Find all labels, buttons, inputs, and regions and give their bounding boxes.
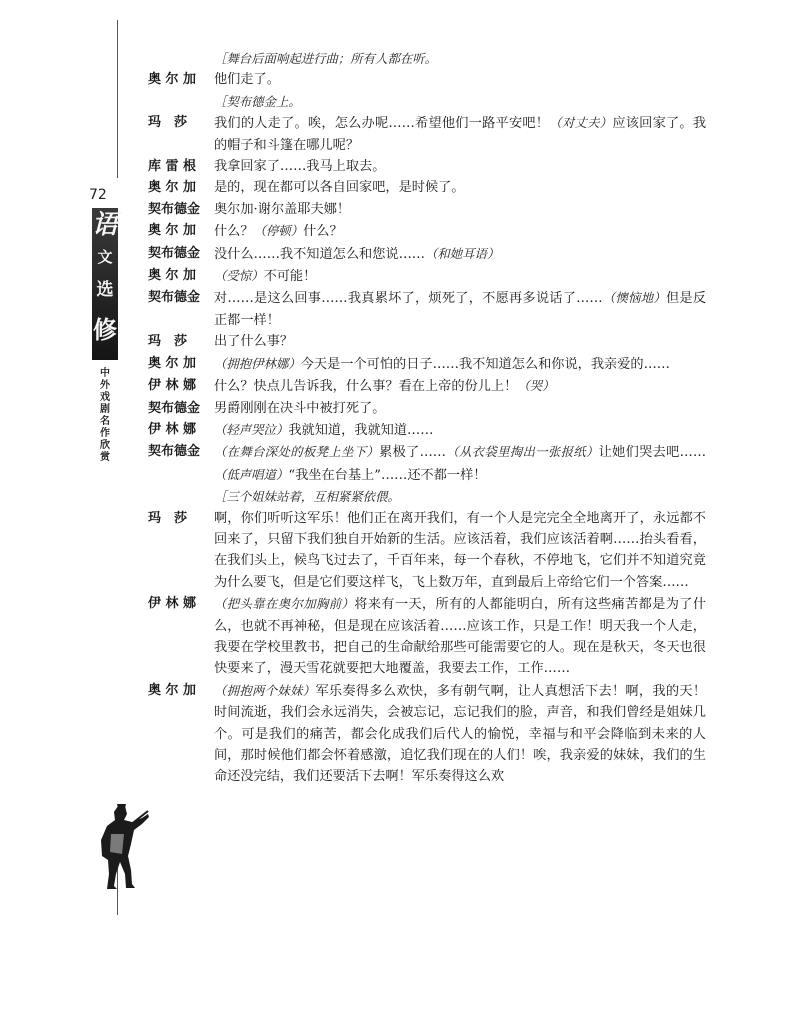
dialogue-line	[148, 156, 706, 177]
spoken-text: 什么？快点儿告诉我，什么事？看在上帝的份儿上！	[214, 379, 518, 395]
speaker-name: 玛 莎	[148, 334, 188, 350]
dialogue-line	[148, 375, 706, 397]
spoken-text: 我们的人走了。唉，怎么办呢……希望他们一路平安吧！	[214, 116, 550, 132]
speaker-name: 契布德金	[148, 290, 201, 306]
dialogue-text	[214, 265, 706, 287]
spoken-text: 我拿回家了……我马上取去。	[214, 159, 386, 175]
dialogue-text	[214, 220, 706, 242]
dialogue-line	[148, 441, 706, 486]
inline-stage-direction: （对丈夫）	[549, 115, 613, 131]
dialogue-text	[214, 353, 706, 375]
spoken-text: 什么？	[303, 224, 343, 240]
inline-stage-direction: （受惊）	[214, 268, 264, 284]
dialogue-text	[214, 287, 706, 331]
inline-stage-direction: （把头靠在奥尔加胸前）	[214, 596, 355, 612]
script-text	[148, 48, 706, 788]
speaker-name: 伊 林 娜	[148, 378, 197, 394]
inline-stage-direction: （懊恼地）	[602, 290, 666, 306]
spoken-text: 什么？	[214, 224, 254, 240]
speaker-name: 奥 尔 加	[148, 355, 197, 371]
dialogue-text	[214, 441, 706, 486]
dialogue-text	[214, 593, 706, 680]
inline-stage-direction: （在舞台深处的板凳上坐下）	[214, 444, 380, 460]
spoken-text: 我就知道，我就知道……	[288, 422, 434, 438]
band-char-3: 选	[96, 280, 114, 300]
spoken-text: 出了什么事？	[214, 334, 294, 350]
dialogue-line	[148, 398, 706, 419]
speaker-name: 奥 尔 加	[148, 72, 197, 88]
dialogue-line	[148, 593, 706, 680]
dialogue-line	[148, 220, 706, 242]
speaker-name: 奥 尔 加	[148, 268, 197, 284]
speaker-name: 奥 尔 加	[148, 180, 197, 196]
inline-stage-direction: （和她耳语）	[425, 245, 500, 261]
dialogue-line	[148, 331, 706, 352]
speaker-name: 契布德金	[148, 400, 201, 416]
stage-direction	[148, 486, 706, 507]
speaker-name: 奥 尔 加	[148, 682, 197, 698]
stage-direction-text: ［舞台后面响起进行曲；所有人都在听。	[214, 51, 438, 66]
speaker-name: 伊 林 娜	[148, 421, 197, 437]
inline-stage-direction: （轻声哭泣）	[214, 421, 289, 437]
spoken-text: 不可能！	[263, 269, 317, 285]
spoken-text: 军乐奏得多么欢快，多有朝气啊，让人真想活下去！啊，我的天！时间流逝，我们会永远消失，会被忘记，忘记我们的脸，声音，和我们曾经是姐妹几个。可是我们的痛苦，都会化成我们后代人的愉悦，幸福与和平会降临到未来的人间，那时候他们都会怀着感激，追忆我们现在的人们！唉，我亲爱的妹妹，我们的生命还没完结，我们还要活下去啊！军乐奏得这么欢	[214, 683, 707, 785]
dialogue-text	[214, 156, 706, 177]
spoken-text: 将来有一天，所有的人都能明白，所有这些痛苦都是为了什么，也就不再神秘，但是现在应该活着……应该工作，只是工作！明天我一个人走，我要在学校里教书，把自己的生命献给那些可能需要它的人。现在是秋天，冬天也很快要来了，漫天雪花就要把大地覆盖，我要去工作，工作……	[214, 597, 706, 677]
dialogue-text	[214, 375, 706, 397]
band-char-2: 文	[97, 248, 113, 266]
dialogue-line	[148, 508, 706, 594]
spoken-text: 累极了……	[379, 445, 446, 461]
inline-stage-direction: （停顿）	[253, 223, 304, 239]
band-char-1: 语	[92, 210, 119, 240]
dialogue-text	[214, 419, 706, 441]
inline-stage-direction: （从衣袋里掏出一张报纸）	[445, 444, 599, 460]
dialogue-line	[148, 680, 706, 788]
speaker-name: 玛 莎	[148, 115, 188, 131]
dialogue-text	[214, 112, 706, 156]
speaker-name: 奥 尔 加	[148, 223, 197, 239]
series-title-band	[92, 208, 118, 360]
spoken-text: 男爵刚刚在决斗中被打死了。	[214, 400, 386, 416]
knight-figure-illustration	[98, 800, 150, 892]
dialogue-line	[148, 199, 706, 220]
spoken-text: 是的，现在都可以各自回家吧，是时候了。	[214, 180, 465, 196]
margin-rule-top	[117, 20, 118, 178]
dialogue-text	[214, 680, 706, 788]
dialogue-line	[148, 69, 706, 90]
spoken-text: 啊，你们听听这军乐！他们正在离开我们，有一个人是完完全全地离开了，永远都不回来了，只留下我们独自开始新的生活。应该活着，我们应该活着啊……抬头看看，在我们头上，候鸟飞过去了，千百年来，每一个春秋，不停地飞，它们并不知道究竟为什么要飞，但是它们要这样飞，飞上数万年，直到最后上帝给它们一个答案……	[214, 510, 706, 590]
speaker-name: 库 雷 根	[148, 159, 197, 175]
dialogue-line	[148, 419, 706, 441]
stage-direction-text: ［契布德金上。	[214, 93, 301, 109]
dialogue-line	[148, 287, 706, 331]
dialogue-line	[148, 353, 706, 375]
speaker-name: 伊 林 娜	[148, 596, 197, 612]
page-number: 72	[89, 187, 107, 203]
inline-stage-direction: （拥抱伊林娜）	[214, 355, 301, 371]
inline-stage-direction: （拥抱两个妹妹）	[214, 682, 316, 698]
stage-direction	[148, 91, 706, 112]
inline-stage-direction: （哭）	[517, 378, 555, 394]
book-subtitle: 中外戏剧名作欣赏	[100, 368, 110, 463]
band-char-4: 修	[93, 315, 117, 344]
spoken-text: 没什么……我不知道怎么和您说……	[214, 246, 425, 262]
spoken-text: 让她们哭去吧……	[598, 445, 707, 461]
dialogue-text	[214, 69, 706, 90]
spoken-text: 但是反正都一样！	[214, 291, 707, 328]
dialogue-text	[214, 199, 706, 220]
speaker-name: 契布德金	[148, 245, 201, 261]
dialogue-text	[214, 508, 706, 594]
speaker-name: 玛 莎	[148, 510, 188, 526]
dialogue-line	[148, 265, 706, 287]
inline-stage-direction: （低声唱道）	[214, 466, 289, 482]
stage-direction	[148, 48, 706, 69]
spoken-text: “我坐在台基上”……还不都一样！	[288, 467, 487, 483]
speaker-name: 契布德金	[148, 201, 201, 217]
speaker-name: 契布德金	[148, 444, 201, 460]
dialogue-text	[214, 243, 706, 265]
dialogue-text	[214, 398, 706, 419]
dialogue-line	[148, 112, 706, 156]
dialogue-text	[214, 177, 706, 198]
dialogue-line	[148, 177, 706, 198]
spoken-text: 应该回家了。我的帽子和斗篷在哪儿呢？	[214, 116, 707, 153]
dialogue-line	[148, 243, 706, 265]
spoken-text: 奥尔加·谢尔盖耶夫娜！	[214, 201, 351, 217]
spoken-text: 对……是这么回事……我真累坏了，烦死了，不愿再多说话了……	[214, 291, 603, 307]
spoken-text: 他们走了。	[214, 72, 280, 88]
dialogue-text	[214, 331, 706, 352]
stage-direction-text: ［三个姐妹站着，互相紧紧依偎。	[214, 489, 400, 505]
spoken-text: 今天是一个可怕的日子……我不知道怎么和你说，我亲爱的……	[300, 356, 670, 372]
